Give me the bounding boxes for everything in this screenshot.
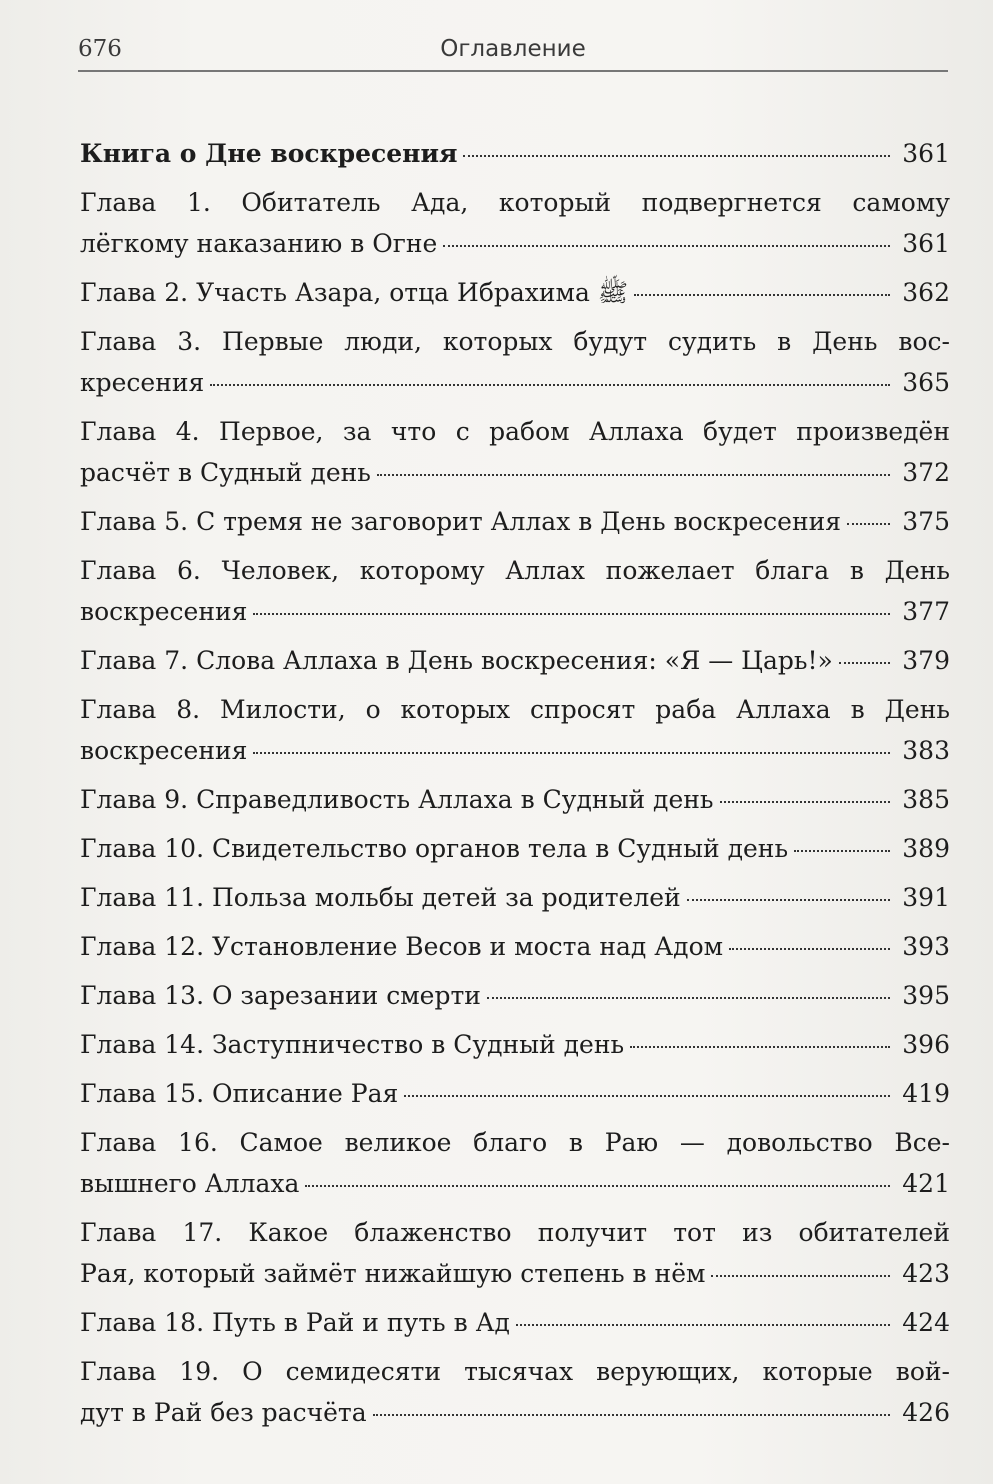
toc-entry <box>80 1024 950 1065</box>
toc-page-number: 361 <box>902 139 950 168</box>
toc-entry <box>80 926 950 967</box>
toc-page-number: 423 <box>902 1259 950 1288</box>
toc-entry-text: Глава 4. Первое, за что с рабом Аллаха будет произведён <box>80 417 950 446</box>
dot-leader <box>443 245 890 247</box>
dot-leader <box>711 1275 890 1277</box>
running-title: Оглавление <box>440 36 586 62</box>
toc-entry <box>80 975 950 1016</box>
toc-page-number: 361 <box>902 229 950 258</box>
toc-entry-text: Глава 12. Установление Весов и моста над Адом <box>80 932 724 961</box>
toc-page-number: 385 <box>902 785 950 814</box>
toc-entry <box>80 501 950 542</box>
dot-leader <box>687 899 890 901</box>
toc-entry <box>80 1212 950 1294</box>
toc-page-number: 424 <box>902 1308 950 1337</box>
toc-entry-text: Глава 19. О семидесяти тысячах верующих, которые вой- <box>80 1357 950 1386</box>
toc-page-number: 365 <box>902 368 950 397</box>
toc-page-number: 372 <box>902 458 950 487</box>
header-rule <box>78 70 948 72</box>
table-of-contents <box>80 133 950 1441</box>
dot-leader <box>634 294 890 296</box>
toc-entry <box>80 828 950 869</box>
toc-entry-text: воскресения <box>80 736 248 765</box>
dot-leader <box>377 474 890 476</box>
toc-entry <box>80 1351 950 1433</box>
page-header <box>78 30 948 70</box>
toc-entry-text: Глава 15. Описание Рая <box>80 1079 399 1108</box>
toc-entry-text: лёгкому наказанию в Огне <box>80 229 438 258</box>
dot-leader <box>305 1185 890 1187</box>
toc-page-number: 389 <box>902 834 950 863</box>
toc-page-number: 421 <box>902 1169 950 1198</box>
toc-entry <box>80 1302 950 1343</box>
toc-entry-text: Глава 11. Польза мольбы детей за родителей <box>80 883 681 912</box>
toc-entry <box>80 877 950 918</box>
toc-entry-text: Глава 16. Самое великое благо в Раю — довольство Все- <box>80 1128 950 1157</box>
dot-leader <box>404 1095 890 1097</box>
toc-entry-text: Глава 2. Участь Азара, отца Ибрахима ﷺ <box>80 278 629 307</box>
toc-page-number: 362 <box>902 278 950 307</box>
toc-entry-text: Глава 6. Человек, которому Аллах пожелает блага в День <box>80 556 950 585</box>
dot-leader <box>794 850 890 852</box>
toc-entry-text: вышнего Аллаха <box>80 1169 300 1198</box>
toc-entry <box>80 689 950 771</box>
toc-entry <box>80 272 950 313</box>
dot-leader <box>487 997 890 999</box>
toc-entry-text: Глава 9. Справедливость Аллаха в Судный день <box>80 785 714 814</box>
toc-entry-text: Глава 18. Путь в Рай и путь в Ад <box>80 1308 510 1337</box>
dot-leader <box>516 1324 890 1326</box>
toc-entry-text: воскресения <box>80 597 248 626</box>
toc-page-number: 377 <box>902 597 950 626</box>
toc-entry-text: Глава 17. Какое блаженство получит тот из обитателей <box>80 1218 950 1247</box>
dot-leader <box>729 948 890 950</box>
toc-entry-text: Глава 14. Заступничество в Судный день <box>80 1030 625 1059</box>
toc-entry-text: расчёт в Судный день <box>80 458 371 487</box>
toc-page-number: 383 <box>902 736 950 765</box>
toc-page-number: 419 <box>902 1079 950 1108</box>
toc-entry <box>80 1122 950 1204</box>
toc-entry-text: Рая, который займёт нижайшую степень в нём <box>80 1259 706 1288</box>
toc-entry-text: Глава 13. О зарезании смерти <box>80 981 481 1010</box>
toc-entry <box>80 779 950 820</box>
dot-leader <box>847 523 890 525</box>
toc-entry-text: Книга о Дне воскресения <box>80 139 458 168</box>
toc-entry <box>80 133 950 174</box>
toc-page-number: 395 <box>902 981 950 1010</box>
toc-page-number: 393 <box>902 932 950 961</box>
toc-entry <box>80 1073 950 1114</box>
toc-entry <box>80 640 950 681</box>
toc-entry-text: Глава 5. С тремя не заговорит Аллах в День воскресения <box>80 507 842 536</box>
dot-leader <box>210 384 890 386</box>
dot-leader <box>253 613 890 615</box>
toc-entry-text: Глава 8. Милости, о которых спросят раба Аллаха в День <box>80 695 950 724</box>
toc-entry <box>80 550 950 632</box>
dot-leader <box>373 1414 890 1416</box>
toc-page-number: 375 <box>902 507 950 536</box>
toc-entry-text: Глава 10. Свидетельство органов тела в Судный день <box>80 834 789 863</box>
toc-page-number: 391 <box>902 883 950 912</box>
toc-entry-text: Глава 3. Первые люди, которых будут судить в День вос- <box>80 327 950 356</box>
toc-page-number: 379 <box>902 646 950 675</box>
dot-leader <box>463 155 890 157</box>
toc-entry <box>80 321 950 403</box>
toc-entry <box>80 411 950 493</box>
dot-leader <box>253 752 890 754</box>
toc-entry-text: кресения <box>80 368 205 397</box>
toc-page-number: 396 <box>902 1030 950 1059</box>
toc-entry-text: Глава 1. Обитатель Ада, который подвергнется самому <box>80 188 950 217</box>
dot-leader <box>839 662 890 664</box>
toc-entry-text: Глава 7. Слова Аллаха в День воскресения: «Я — Царь!» <box>80 646 833 675</box>
toc-entry-text: дут в Рай без расчёта <box>80 1398 367 1427</box>
dot-leader <box>630 1046 890 1048</box>
toc-page-number: 426 <box>902 1398 950 1427</box>
dot-leader <box>720 801 890 803</box>
page-number: 676 <box>78 36 122 62</box>
toc-entry <box>80 182 950 264</box>
